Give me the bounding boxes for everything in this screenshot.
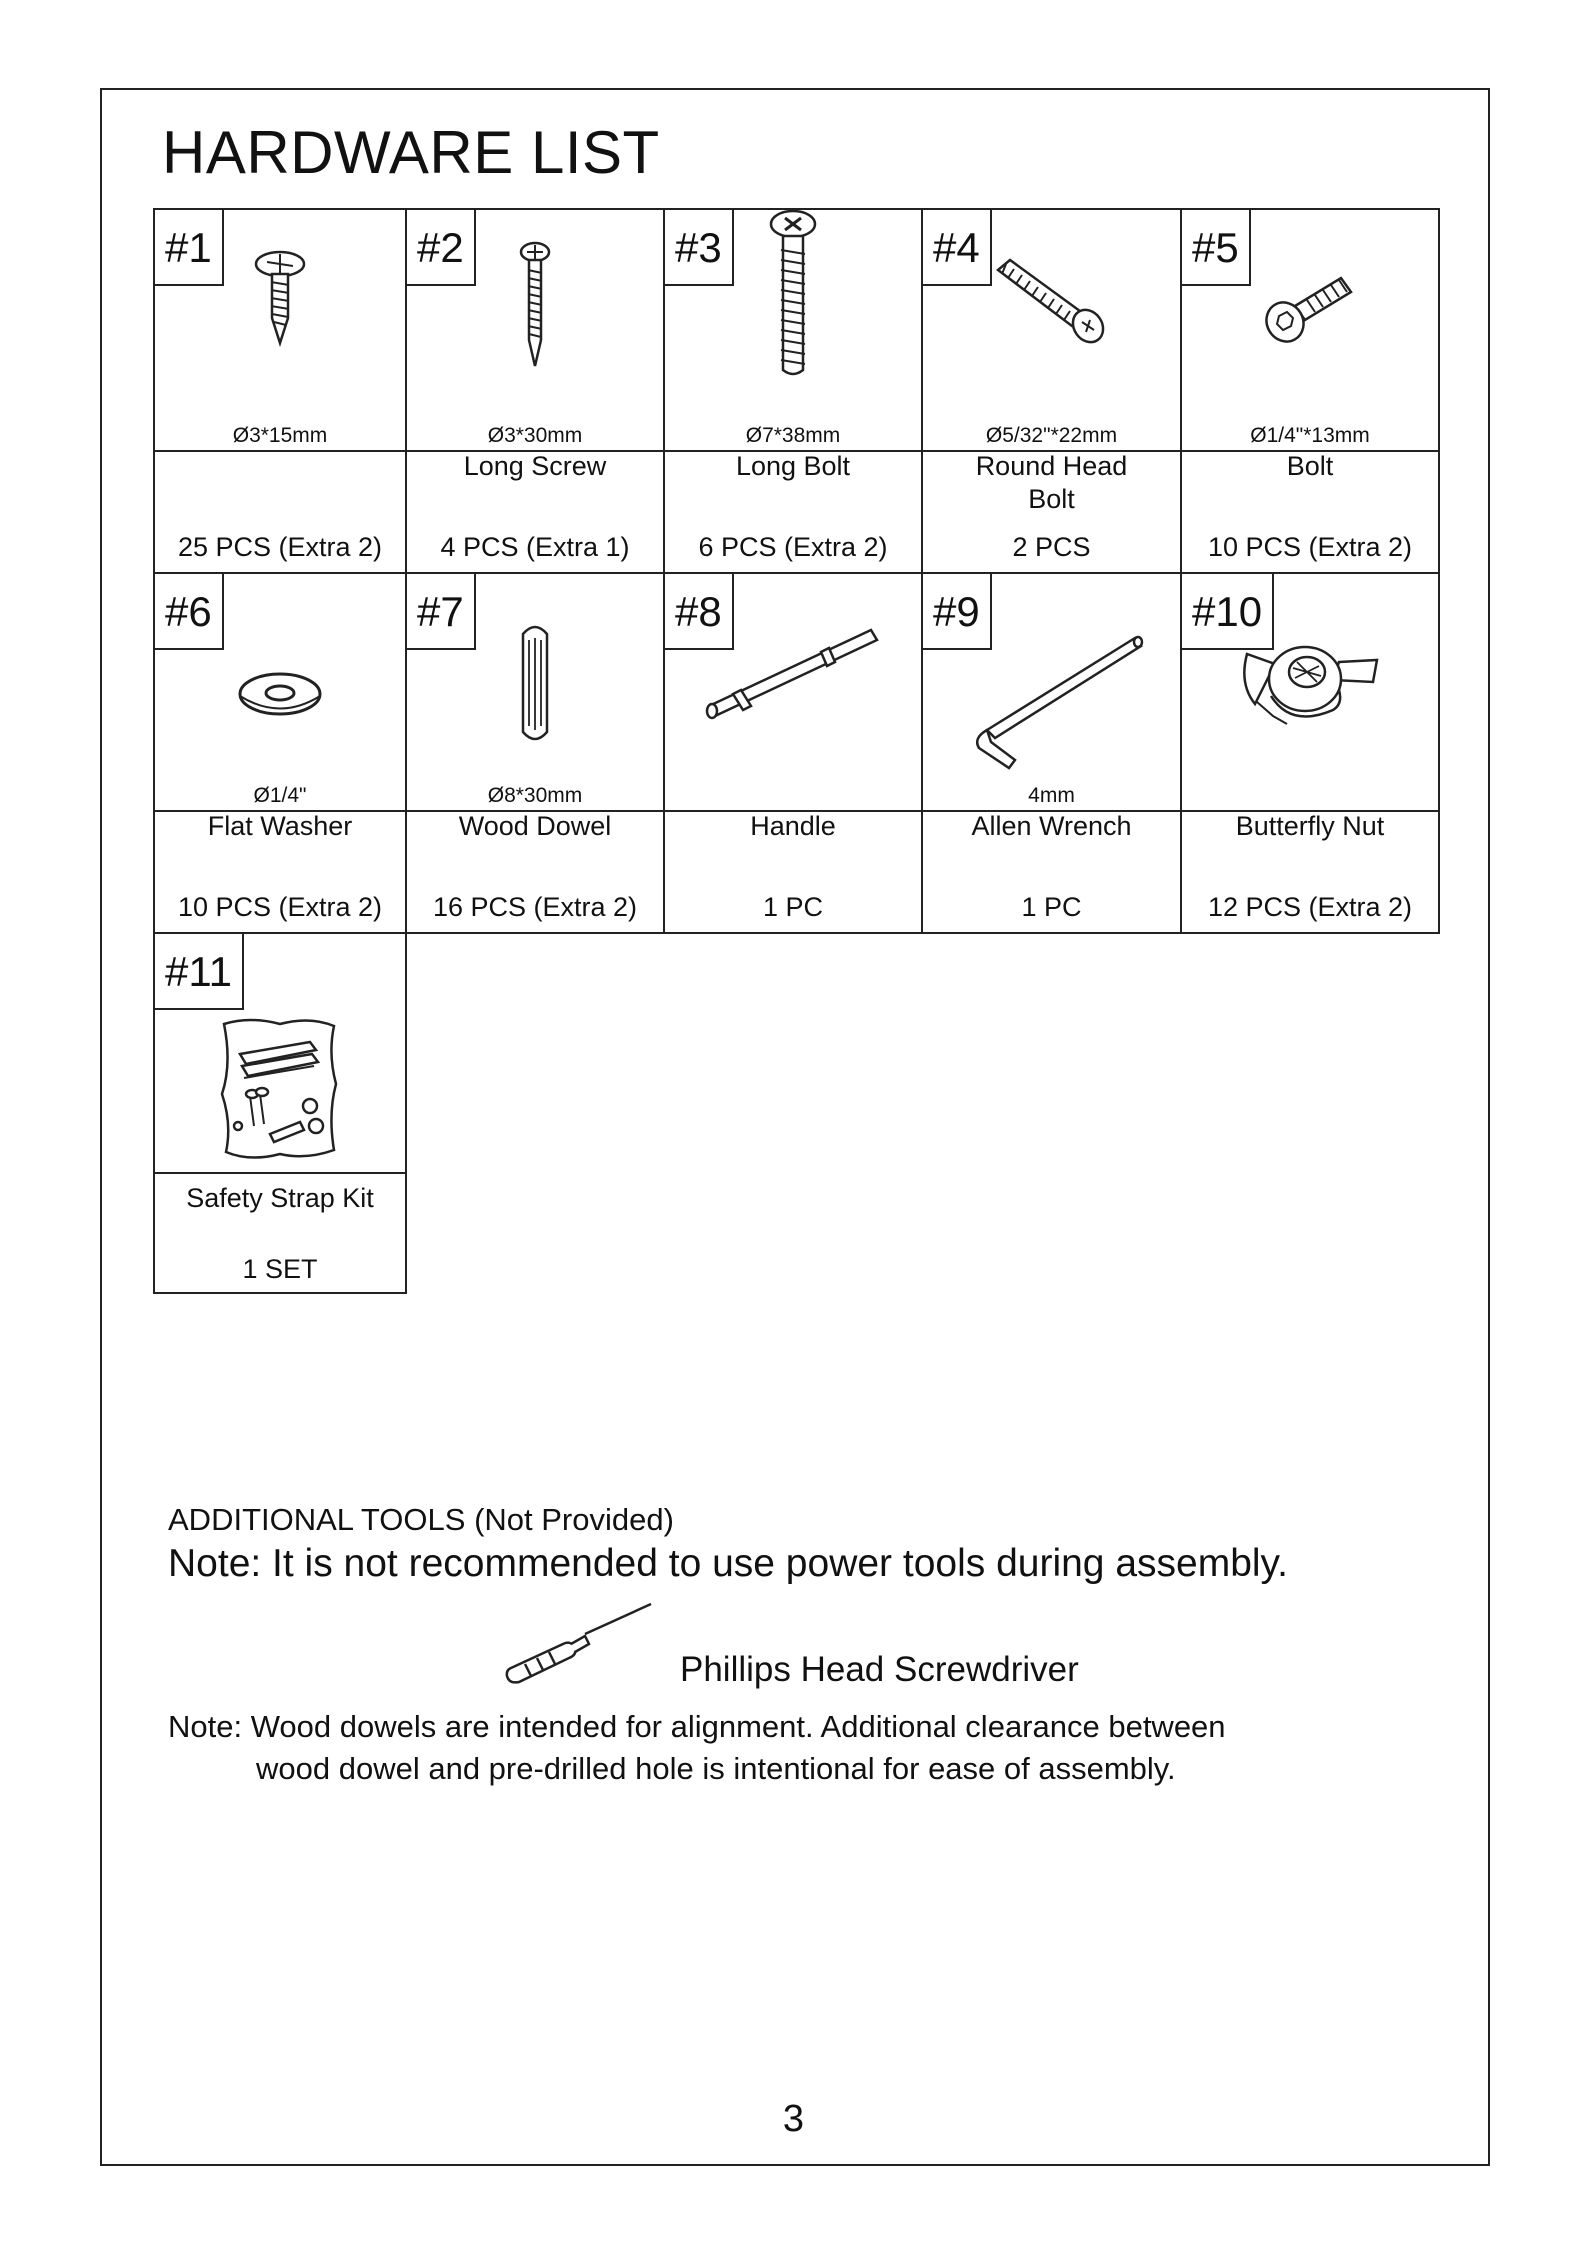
hardware-spec: 4mm — [1028, 784, 1075, 807]
hardware-quantity: 4 PCS (Extra 1) — [440, 532, 630, 562]
hardware-quantity: 1 SET — [242, 1254, 318, 1284]
hardware-number: #5 — [1180, 208, 1251, 286]
hardware-name: Safety Strap Kit — [186, 1183, 374, 1213]
hardware-cell-6 — [153, 572, 407, 812]
hardware-name: Butterfly Nut — [1235, 811, 1385, 841]
hardware-cell-8 — [663, 572, 923, 812]
page-title: HARDWARE LIST — [162, 119, 660, 186]
hardware-quantity: 16 PCS (Extra 2) — [432, 892, 638, 922]
safety-strap-kit-icon — [155, 1014, 405, 1164]
hardware-cell-10 — [1180, 572, 1440, 812]
hardware-detail-cell-11 — [153, 1172, 407, 1294]
hardware-quantity: 12 PCS (Extra 2) — [1207, 892, 1413, 922]
hardware-spec: Ø3*15mm — [232, 424, 328, 447]
tools-heading: ADDITIONAL TOOLS (Not Provided) — [168, 1502, 674, 1537]
dowel-note — [168, 1706, 1418, 1790]
hardware-detail-cell-1 — [153, 450, 407, 574]
hardware-detail-cell-8 — [663, 810, 923, 934]
hardware-spec: Ø8*30mm — [487, 784, 583, 807]
hardware-detail-cell-7 — [405, 810, 665, 934]
flat-washer-icon — [155, 669, 405, 719]
allen-wrench-icon — [923, 634, 1180, 774]
hardware-number: #8 — [663, 572, 734, 650]
hardware-number: #3 — [663, 208, 734, 286]
hardware-spec: Ø7*38mm — [745, 424, 841, 447]
hardware-cell-9 — [921, 572, 1182, 812]
wood-dowel-icon — [407, 620, 663, 750]
butterfly-nut-icon — [1182, 624, 1438, 734]
hardware-quantity: 1 PC — [762, 892, 824, 922]
hardware-detail-cell-4 — [921, 450, 1182, 574]
pan-head-screw-icon — [155, 248, 405, 348]
hardware-quantity: 6 PCS (Extra 2) — [698, 532, 888, 562]
hardware-detail-cell-5 — [1180, 450, 1440, 574]
dowel-note-line-1: Note: Wood dowels are intended for alignment. Additional clearance between — [168, 1709, 1226, 1744]
hardware-cell-11 — [153, 932, 407, 1174]
hardware-name: Flat Washer — [207, 811, 353, 841]
hardware-name: Long Screw — [463, 451, 607, 481]
hardware-name: Round Head Bolt — [975, 451, 1128, 514]
bolt-icon — [1182, 270, 1438, 350]
hardware-detail-cell-6 — [153, 810, 407, 934]
hardware-detail-cell-2 — [405, 450, 665, 574]
long-screw-icon — [407, 240, 663, 370]
screwdriver-icon — [505, 1600, 655, 1690]
hardware-number: #1 — [153, 208, 224, 286]
hardware-cell-7 — [405, 572, 665, 812]
hardware-number: #7 — [405, 572, 476, 650]
hardware-quantity: 25 PCS (Extra 2) — [177, 532, 383, 562]
hardware-detail-cell-3 — [663, 450, 923, 574]
hardware-number: #11 — [153, 932, 244, 1010]
hardware-number: #10 — [1180, 572, 1274, 650]
hardware-name: Long Bolt — [735, 451, 851, 481]
hardware-spec: Ø5/32"*22mm — [985, 424, 1118, 447]
hardware-number: #4 — [921, 208, 992, 286]
hardware-spec: Ø1/4" — [253, 784, 307, 807]
power-tools-note: Note: It is not recommended to use power tools during assembly. — [168, 1542, 1288, 1585]
hardware-cell-2 — [405, 208, 665, 452]
hardware-number: #6 — [153, 572, 224, 650]
hardware-name: Bolt — [1286, 451, 1334, 481]
hardware-number: #2 — [405, 208, 476, 286]
hardware-quantity: 10 PCS (Extra 2) — [177, 892, 383, 922]
hardware-number: #9 — [921, 572, 992, 650]
hardware-name: Wood Dowel — [458, 811, 612, 841]
hardware-spec: Ø3*30mm — [487, 424, 583, 447]
hardware-quantity: 2 PCS — [1012, 532, 1091, 562]
round-head-bolt-icon — [923, 256, 1180, 346]
hardware-cell-5 — [1180, 208, 1440, 452]
hardware-detail-cell-10 — [1180, 810, 1440, 934]
dowel-note-line-2: wood dowel and pre-drilled hole is intentional for ease of assembly. — [256, 1751, 1176, 1786]
hardware-cell-1 — [153, 208, 407, 452]
hardware-name: Allen Wrench — [971, 811, 1132, 841]
handle-icon — [665, 620, 921, 730]
hardware-quantity: 10 PCS (Extra 2) — [1207, 532, 1413, 562]
long-bolt-icon — [665, 210, 921, 380]
hardware-spec: Ø1/4"*13mm — [1250, 424, 1370, 447]
page-number: 3 — [782, 2098, 805, 2140]
hardware-quantity: 1 PC — [1021, 892, 1082, 922]
hardware-name: Handle — [750, 811, 836, 841]
hardware-cell-4 — [921, 208, 1182, 452]
screwdriver-label: Phillips Head Screwdriver — [680, 1650, 1079, 1689]
hardware-cell-3 — [663, 208, 923, 452]
hardware-detail-cell-9 — [921, 810, 1182, 934]
